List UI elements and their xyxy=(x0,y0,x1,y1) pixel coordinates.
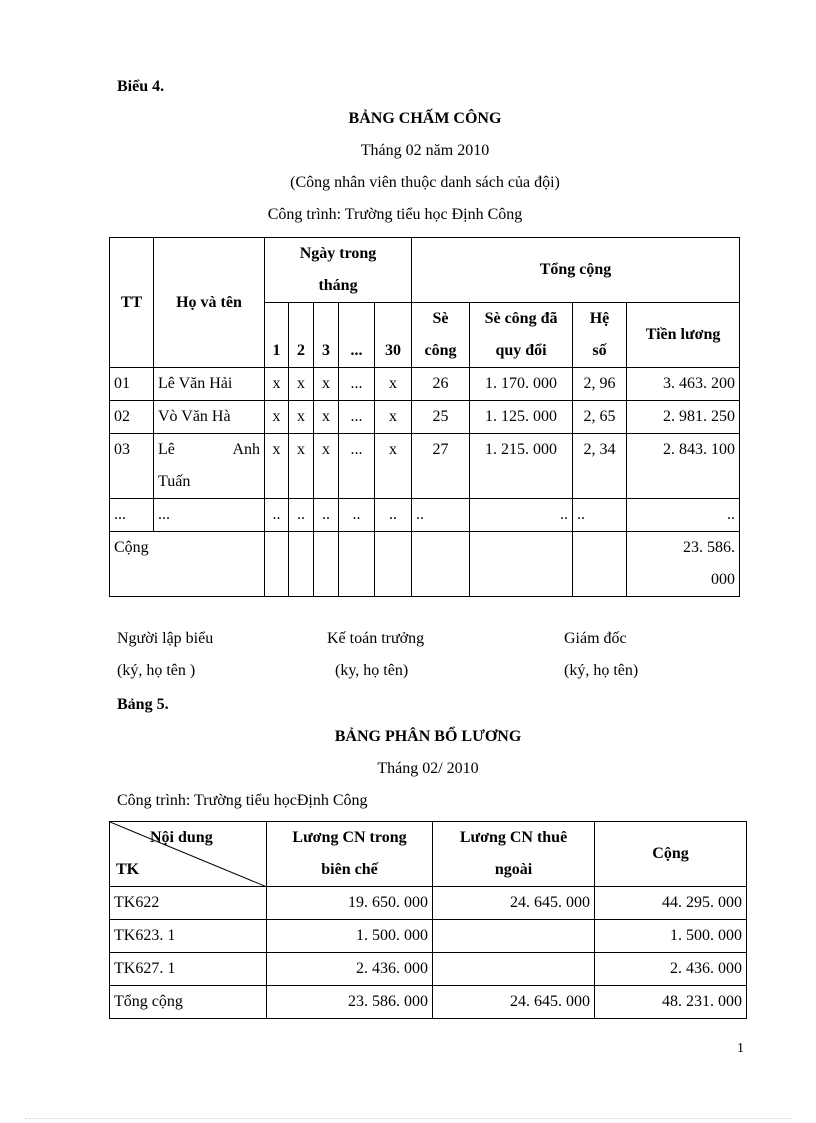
total-label: Cộng xyxy=(110,532,265,597)
header-staff-line: biên chế xyxy=(321,861,378,878)
cell-d3: .. xyxy=(314,499,339,532)
header-day-1: 1 xyxy=(265,303,289,368)
signature-accountant-note: (ky, họ tên) xyxy=(335,662,409,679)
header-total: Cộng xyxy=(595,822,747,887)
cell-name: Vò Văn Hà xyxy=(154,401,265,434)
header-content: Nội dung xyxy=(150,829,213,846)
empty-cell xyxy=(314,532,339,597)
cell-staff: 1. 500. 000 xyxy=(267,920,433,953)
header-hired-line: Lương CN thuê xyxy=(459,829,568,846)
table-row xyxy=(110,499,740,532)
cell-name: Lê Văn Hải xyxy=(154,368,265,401)
cell-hired xyxy=(433,953,595,986)
page-title: BẢNG CHẤM CÔNG xyxy=(348,110,502,127)
cell-tk: Tổng cộng xyxy=(110,986,267,1019)
cell-hs: 2, 65 xyxy=(573,401,627,434)
header-day-30: 30 xyxy=(375,303,412,368)
cell-tt: 01 xyxy=(110,368,154,401)
total-value-line: 000 xyxy=(711,571,736,588)
cell-dd: ... xyxy=(339,401,375,434)
cell-tk: TK622 xyxy=(110,887,267,920)
allocation-title: BẢNG PHÂN BỔ LƯƠNG xyxy=(334,728,522,745)
cell-tl: 3. 463. 200 xyxy=(627,368,740,401)
cell-tl: 2. 981. 250 xyxy=(627,401,740,434)
cell-hired: 24. 645. 000 xyxy=(433,887,595,920)
empty-cell xyxy=(339,532,375,597)
cell-cong: 26 xyxy=(412,368,470,401)
table-row xyxy=(110,953,747,986)
header-tien-luong: Tiền lương xyxy=(627,303,740,368)
cell-cong: 25 xyxy=(412,401,470,434)
page-number: 1 xyxy=(737,1041,744,1056)
header-diagonal-cell xyxy=(110,822,267,887)
cell-d30: .. xyxy=(375,499,412,532)
cell-name-part: Lê xyxy=(158,441,175,458)
empty-cell xyxy=(573,532,627,597)
cell-tt: 03 xyxy=(110,434,154,499)
cell-cong: .. xyxy=(412,499,470,532)
cell-d30: x xyxy=(375,368,412,401)
month-label: Tháng 02 năm 2010 xyxy=(360,142,490,159)
cell-staff: 19. 650. 000 xyxy=(267,887,433,920)
empty-cell xyxy=(265,532,289,597)
cell-d2: .. xyxy=(289,499,314,532)
cell-qd: 1. 170. 000 xyxy=(470,368,573,401)
signature-preparer-note: (ký, họ tên ) xyxy=(117,662,196,679)
page-bottom-divider xyxy=(25,1118,791,1119)
header-tk: TK xyxy=(116,861,140,878)
header-name: Họ và tên xyxy=(154,238,265,368)
empty-cell xyxy=(289,532,314,597)
cell-dd: ... xyxy=(339,434,375,499)
signature-accountant: Kế toán trưởng xyxy=(327,630,425,647)
total-value-line: 23. 586. xyxy=(683,539,736,556)
cell-d30: x xyxy=(375,434,412,499)
empty-cell xyxy=(375,532,412,597)
total-row xyxy=(110,532,740,597)
cell-hired xyxy=(433,920,595,953)
allocation-month: Tháng 02/ 2010 xyxy=(377,760,479,777)
header-hired xyxy=(433,822,595,887)
header-se-cong: Sè công xyxy=(412,303,470,368)
cell-qd: .. xyxy=(470,499,573,532)
cell-d2: x xyxy=(289,434,314,499)
cell-d2: x xyxy=(289,368,314,401)
cell-d1: x xyxy=(265,368,289,401)
cell-d1: x xyxy=(265,434,289,499)
header-tt: TT xyxy=(110,238,154,368)
cell-hs: .. xyxy=(573,499,627,532)
header-he-so: Hệ số xyxy=(573,303,627,368)
cell-qd: 1. 215. 000 xyxy=(470,434,573,499)
empty-cell xyxy=(412,532,470,597)
cell-total: 44. 295. 000 xyxy=(595,887,747,920)
timesheet-table xyxy=(109,237,740,597)
header-hired-line: ngoài xyxy=(494,861,533,878)
cell-d3: x xyxy=(314,401,339,434)
cell-staff: 23. 586. 000 xyxy=(267,986,433,1019)
cell-name xyxy=(154,434,265,499)
cell-tt: ... xyxy=(110,499,154,532)
header-se-cong-qd: Sè công đã quy đổi xyxy=(470,303,573,368)
empty-cell xyxy=(470,532,573,597)
table-row xyxy=(110,920,747,953)
cell-name-part: Anh xyxy=(232,441,260,458)
cell-d1: .. xyxy=(265,499,289,532)
cell-name-part: Tuấn xyxy=(158,473,191,490)
cell-qd: 1. 125. 000 xyxy=(470,401,573,434)
header-staff-line: Lương CN trong xyxy=(292,829,407,846)
table-row xyxy=(110,434,740,499)
cell-hs: 2, 96 xyxy=(573,368,627,401)
total-value xyxy=(627,532,740,597)
subtitle: (Công nhân viên thuộc danh sách của đội) xyxy=(290,174,560,191)
cell-hs: 2, 34 xyxy=(573,434,627,499)
cell-hired: 24. 645. 000 xyxy=(433,986,595,1019)
cell-d3: x xyxy=(314,434,339,499)
cell-dd: .. xyxy=(339,499,375,532)
cell-staff: 2. 436. 000 xyxy=(267,953,433,986)
section-label: Bảng 5. xyxy=(117,696,169,713)
cell-total: 1. 500. 000 xyxy=(595,920,747,953)
cell-total: 2. 436. 000 xyxy=(595,953,747,986)
table-row xyxy=(110,401,740,434)
header-staff xyxy=(267,822,433,887)
signature-director-note: (ký, họ tên) xyxy=(564,662,639,679)
cell-d3: x xyxy=(314,368,339,401)
header-day-dots: ... xyxy=(339,303,375,368)
table-row xyxy=(110,986,747,1019)
cell-tt: 02 xyxy=(110,401,154,434)
section-label: Biểu 4. xyxy=(117,78,165,95)
cell-name: ... xyxy=(154,499,265,532)
cell-d2: x xyxy=(289,401,314,434)
cell-d1: x xyxy=(265,401,289,434)
header-total-group: Tổng cộng xyxy=(412,238,740,303)
signature-preparer: Người lập biểu xyxy=(117,630,214,647)
cell-d30: x xyxy=(375,401,412,434)
cell-tk: TK627. 1 xyxy=(110,953,267,986)
project-label: Công trình: Trường tiểu học Định Công xyxy=(267,206,523,223)
header-day-2: 2 xyxy=(289,303,314,368)
allocation-table xyxy=(109,821,747,1019)
cell-total: 48. 231. 000 xyxy=(595,986,747,1019)
cell-tl: 2. 843. 100 xyxy=(627,434,740,499)
signature-director: Giám đốc xyxy=(564,630,627,647)
cell-tk: TK623. 1 xyxy=(110,920,267,953)
table-row xyxy=(110,368,740,401)
table-row xyxy=(110,887,747,920)
cell-tl: .. xyxy=(627,499,740,532)
allocation-project: Công trình: Trường tiểu họcĐịnh Công xyxy=(117,792,368,809)
cell-cong: 27 xyxy=(412,434,470,499)
cell-dd: ... xyxy=(339,368,375,401)
header-days-group: Ngày trong tháng xyxy=(265,238,412,303)
header-day-3: 3 xyxy=(314,303,339,368)
